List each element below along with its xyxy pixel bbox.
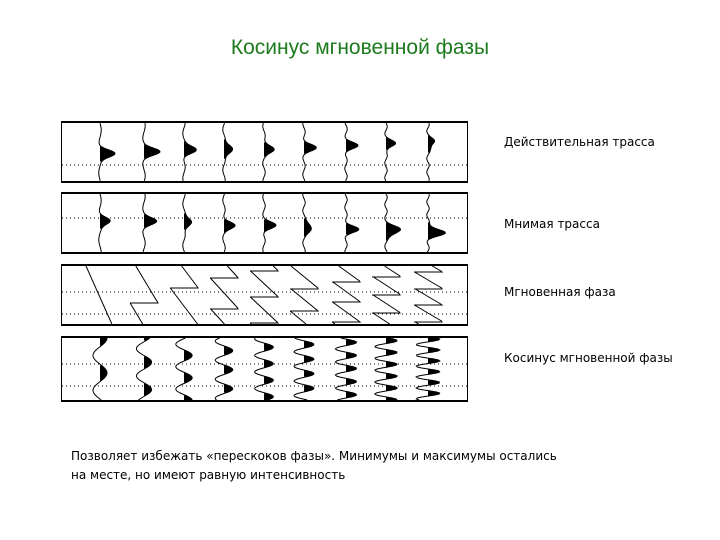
explanation-line-2: на месте, но имеют равную интенсивность <box>71 468 346 482</box>
trace-wiggle <box>375 338 397 400</box>
phase-trace <box>130 266 158 324</box>
trace-fill <box>224 220 235 232</box>
real-trace-plot <box>62 123 467 181</box>
real-trace-label: Действительная трасса <box>504 135 655 149</box>
trace-fill <box>264 344 273 400</box>
instantaneous-phase-plot <box>62 266 467 324</box>
explanation-line-1: Позволяет избежать «перескоков фазы». Минимумы и максимумы остались <box>71 449 557 463</box>
trace-wiggle <box>176 338 192 400</box>
cosine-phase-panel <box>61 336 468 402</box>
trace-fill <box>224 140 233 158</box>
trace-fill <box>386 223 401 240</box>
instantaneous-phase-panel <box>61 264 468 326</box>
page-title: Косинус мгновенной фазы <box>230 36 490 59</box>
trace-fill <box>304 142 316 153</box>
trace-fill <box>428 136 435 152</box>
imaginary-trace-label: Мнимая трасса <box>504 217 600 231</box>
trace-wiggle <box>385 123 396 181</box>
instantaneous-phase-label: Мгновенная фаза <box>504 285 616 299</box>
trace-fill <box>346 224 359 234</box>
phase-trace <box>210 266 238 324</box>
phase-trace <box>170 266 198 324</box>
phase-trace <box>414 266 442 324</box>
phase-trace <box>86 266 112 324</box>
phase-trace <box>250 266 278 324</box>
cosine-phase-plot <box>62 338 467 400</box>
trace-wiggle <box>345 194 359 252</box>
explanation-text <box>71 447 591 485</box>
trace-fill <box>346 340 357 397</box>
phase-trace <box>332 266 360 324</box>
cosine-phase-label: Косинус мгновенной фазы <box>504 351 673 365</box>
trace-fill <box>100 215 110 228</box>
phase-trace <box>372 266 400 324</box>
phase-trace <box>290 266 318 324</box>
trace-wiggle <box>345 123 358 181</box>
trace-fill <box>184 351 192 400</box>
imaginary-trace-plot <box>62 194 467 252</box>
imaginary-trace-panel <box>61 192 468 254</box>
trace-wiggle <box>427 123 435 181</box>
real-trace-panel <box>61 121 468 183</box>
